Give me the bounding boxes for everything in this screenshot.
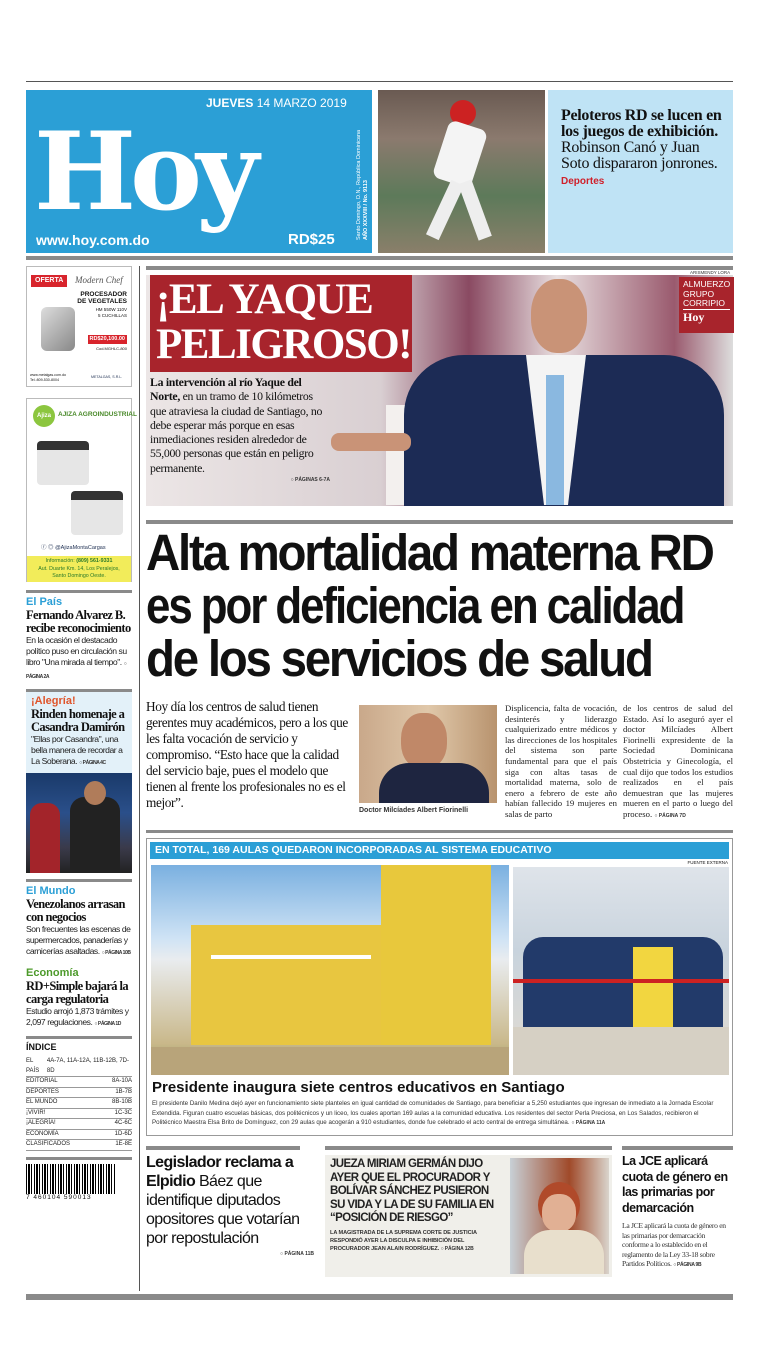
divider (26, 256, 733, 260)
index-section: CLASIFICADOS (26, 1141, 71, 1147)
teaser-body: Robinson Canó y Juan Soto dispararon jonrones. (561, 139, 718, 172)
brief-headline: Rinden homenaje a Casandra Damirón (31, 707, 125, 734)
index-row (26, 1098, 132, 1109)
ad-price: RD$20,100.00 (89, 336, 125, 342)
divider (146, 830, 733, 833)
section-label: El País (26, 596, 63, 608)
brief-body: Son frecuentes las escenas de supermercados, panaderías y carnicerías asaltadas. ○ PÁGINA 10B (26, 924, 131, 956)
main-body-column: de los centros de salud del Estado. Así lo aseguró ayer el doctor Milcíades Albert Fiorinelli expresidente de la Sociedad Dominicana Obstetricia y Ginecología, el cual dijo que todos los estudios realizados en el país demuestran que las mujeres mueren en el parto o luego del proceso. ○ PÁGINA 7D (623, 703, 733, 819)
jce-body: La JCE aplicará la cuota de género en las primarias por demarcación conforme a lo establecido en el reglamento de la Ley 33-18 sobre Partidos Políticos. ○ PÁGINA 9B (622, 1221, 726, 1269)
brief-body: En la ocasión el destacado político puso en circulación su libro "Una mirada al tiempo". ○ PÁGINA 2A (26, 635, 127, 680)
index-pages: 1C-3C (114, 1109, 132, 1116)
ad-specs: HM 550W 110V 5 CUCHILLAS (95, 307, 127, 318)
education-body: El presidente Danilo Medina dejó ayer en funcionamiento siete planteles en igual cantidad de comunidades de Santiago, para beneficiar a 5,250 estudiantes que ingresan de inmediato a la Jornada Escolar Extendida. Figuran cuatro escuelas básicas, dos politécnicos y un liceo, los cuales aportan 169 aulas a la comunidad educativa. Los residentes del sector Perla Preciosa, en Los Salados, recibieron el Politécnico Maestra Elsa Brito de Domínguez, con 29 aulas que acogerán a 910 estudiantes, donde fue celebrado el acto central de entrega simultánea. ○ PÁGINA 11A (152, 1100, 714, 1127)
brief-headline: RD+Simple bajará la carga regulatoria (26, 979, 128, 1006)
casandra-tribute-photo (26, 773, 132, 873)
logo: Hoy (34, 109, 253, 235)
brief-alegria[interactable] (26, 689, 132, 773)
index-pages: 4A-7A, 11A-12A, 11B-12B, 7D-8D (46, 1058, 130, 1074)
teaser-section: Deportes (561, 176, 605, 187)
yaque-headline[interactable]: ¡EL YAQUE PELIGROSO! (150, 275, 412, 372)
ad-modern-chef[interactable] (26, 266, 132, 387)
vegetable-processor-image (41, 307, 75, 351)
index-section: DEPORTES (26, 1088, 59, 1095)
jce-story[interactable] (622, 1154, 733, 1271)
yaque-lead-block (150, 375, 330, 484)
divider (622, 1146, 733, 1150)
index-title: ÍNDICE (26, 1042, 57, 1052)
miriam-german-photo (510, 1158, 609, 1274)
ad-offer-tag: OFERTA (31, 275, 67, 287)
index-pages: 4C-6C (114, 1120, 132, 1126)
edition-info: Santo Domingo, D.N., República Dominicana AÑO XXXVIII / No. 9113 (356, 129, 369, 240)
main-quote: Hoy día los centros de salud tienen gerentes muy académicos, pero a los que les falta vocación de servicio y compromiso. “Esto hace que la calidad del servicio baje, pues el modelo que tienen al frente los profesionales no es el mejor”. (146, 699, 348, 810)
section-label: El Mundo (26, 885, 76, 897)
education-story[interactable] (146, 838, 733, 1136)
photo-caption: Doctor Milcíades Albert Fiorinelli (359, 807, 469, 814)
fiorinelli-photo (359, 705, 497, 803)
ribbon-cutting-photo (513, 867, 729, 1075)
index-row (26, 1119, 132, 1130)
index-row (26, 1088, 132, 1099)
forklift-image (71, 491, 123, 535)
brief-headline: Fernando Alvarez B. recibe reconocimiento (26, 608, 131, 635)
index-section: EL MUNDO (26, 1099, 58, 1105)
main-body-column: Displicencia, falta de vocación, desinterés y liderazgo cualquierizado entre médicos y las direcciones de los hospitales del sistema son parte fundamental para que el país siga con altas tasas de mortalidad materna, solo de enero a febrero de este año habían fallecido 19 mujeres en salas de parto (505, 703, 617, 819)
ad-ajiza[interactable] (26, 398, 137, 582)
ad-social: ⓕ ◎ @AjizaMontaCargas (41, 545, 106, 551)
legislador-story[interactable] (146, 1153, 314, 1258)
index-row (26, 1140, 132, 1151)
brief-economia[interactable] (26, 965, 132, 1030)
yaque-lead: La intervención al río Yaque del Norte, en un tramo de 10 kilómetros que atraviesa la ciudad de Santiago, no debe esperar más porque en esas inmediaciones residen alrededor de 55,000 personas que están en peligro permanente. (150, 375, 323, 475)
brief-body: Estudio arrojó 1,873 trámites y 2,097 regulaciones. ○ PÁGINA 1D (26, 1006, 129, 1027)
education-headline: Presidente inaugura siete centros educativos en Santiago (152, 1079, 565, 1096)
education-banner: EN TOTAL, 169 AULAS QUEDARON INCORPORADAS AL SISTEMA EDUCATIVO (150, 842, 729, 859)
school-building-photo (151, 865, 509, 1075)
barcode: 7 460104 590013 (26, 1157, 132, 1202)
ad-company: METALGAS, S.R.L. (91, 375, 123, 379)
column-divider (139, 266, 140, 1291)
teaser-headline: Peloteros RD se lucen en los juegos de exhibición. (561, 107, 722, 140)
ad-company: AJIZA AGROINDUSTRIAL (58, 411, 137, 418)
section-label: Economía (26, 967, 79, 979)
index-pages: 8A-10A (111, 1078, 132, 1084)
index-pages: 1B-7B (115, 1088, 132, 1095)
index-section: EDITORIAL (26, 1078, 58, 1084)
photo-credit: ARISMENDY LORA (690, 270, 731, 275)
jueza-body: LA MAGISTRADA DE LA SUPREMA CORTE DE JUSTICIA RESPONDIÓ AYER LA DISCULPA E INHIBICIÓN DEL PROCURADOR JEAN ALAIN RODRÍGUEZ. ○ PÁGINA 12B (330, 1229, 477, 1252)
ad-code: Cod.MGHLC-800 (96, 346, 127, 351)
masthead (26, 90, 372, 253)
index-pages: 1E-8E (115, 1141, 132, 1147)
index-section: ECONOMÍA (26, 1130, 59, 1137)
ad-product: PROCESADOR DE VEGETALES (77, 291, 127, 305)
index-section: ¡ALEGRÍA! (26, 1120, 56, 1126)
sports-teaser[interactable] (548, 90, 733, 253)
index-pages: 1D-6D (114, 1130, 132, 1137)
index-section: ¡VIVIR! (26, 1109, 46, 1116)
section-label: ¡Alegría! (31, 695, 76, 707)
index-row (26, 1109, 132, 1120)
jueza-headline: JUEZA MIRIAM GERMÁN DIJO AYER QUE EL PROCURADOR Y BOLÍVAR SÁNCHEZ PUSIERON SU VIDA Y LA DE SU FAMILIA EN “POSICIÓN DE RIESGO” (330, 1158, 494, 1225)
price: RD$25 (288, 231, 335, 248)
brief-el-pais[interactable] (26, 590, 132, 683)
brief-headline: Venezolanos arrasan con negocios (26, 897, 125, 924)
website-link[interactable]: www.hoy.com.do (36, 232, 150, 248)
bottom-rule (26, 1294, 733, 1300)
page-ref: ○ PÁGINAS 6-7A (290, 477, 330, 484)
photo-credit: FUENTE EXTERNA (687, 860, 728, 865)
brief-el-mundo[interactable] (26, 879, 132, 959)
brief-body: "Ellas por Casandra", una bella manera de recordar a La Soberana. ○ PÁGINA 4C (31, 734, 123, 766)
top-rule (26, 81, 733, 82)
divider (146, 1146, 300, 1150)
date: JUEVES 14 MARZO 2019 (206, 96, 347, 110)
divider (325, 1146, 612, 1150)
almuerzo-badge: ALMUERZO GRUPO CORRIPIO Hoy (679, 277, 734, 333)
ad-info: Información: (809) 561-9331 Aut. Duarte Km. 14, Los Peralejos, Santo Domingo Oeste. (27, 556, 131, 582)
main-headline[interactable]: Alta mortalidad materna RD es por deficiencia en calidad de los servicios de salud (146, 524, 713, 687)
page-ref: ○ PÁGINA 11B (280, 1251, 314, 1257)
index-section: EL PAÍS (26, 1058, 40, 1074)
index-pages: 8B-10B (111, 1099, 132, 1105)
jueza-story[interactable] (325, 1155, 612, 1277)
jce-headline: La JCE aplicará cuota de género en las primarias por demarcación (622, 1154, 728, 1215)
ad-contact: www.metalgas.com.do Tel.:809-530-8004 (30, 373, 66, 382)
index-row (26, 1057, 132, 1077)
ad-brand: Modern Chef (75, 275, 123, 285)
index-table (26, 1036, 132, 1151)
index-row (26, 1130, 132, 1141)
forklift-image (37, 441, 89, 485)
ajiza-logo: Ajiza (33, 405, 55, 427)
baseball-player-photo (378, 90, 545, 253)
index-row (26, 1077, 132, 1088)
legislador-text: Legislador reclama a Elpidio Báez que identifique diputados opositores que votarían por repostulación (146, 1154, 300, 1247)
divider (146, 266, 733, 270)
